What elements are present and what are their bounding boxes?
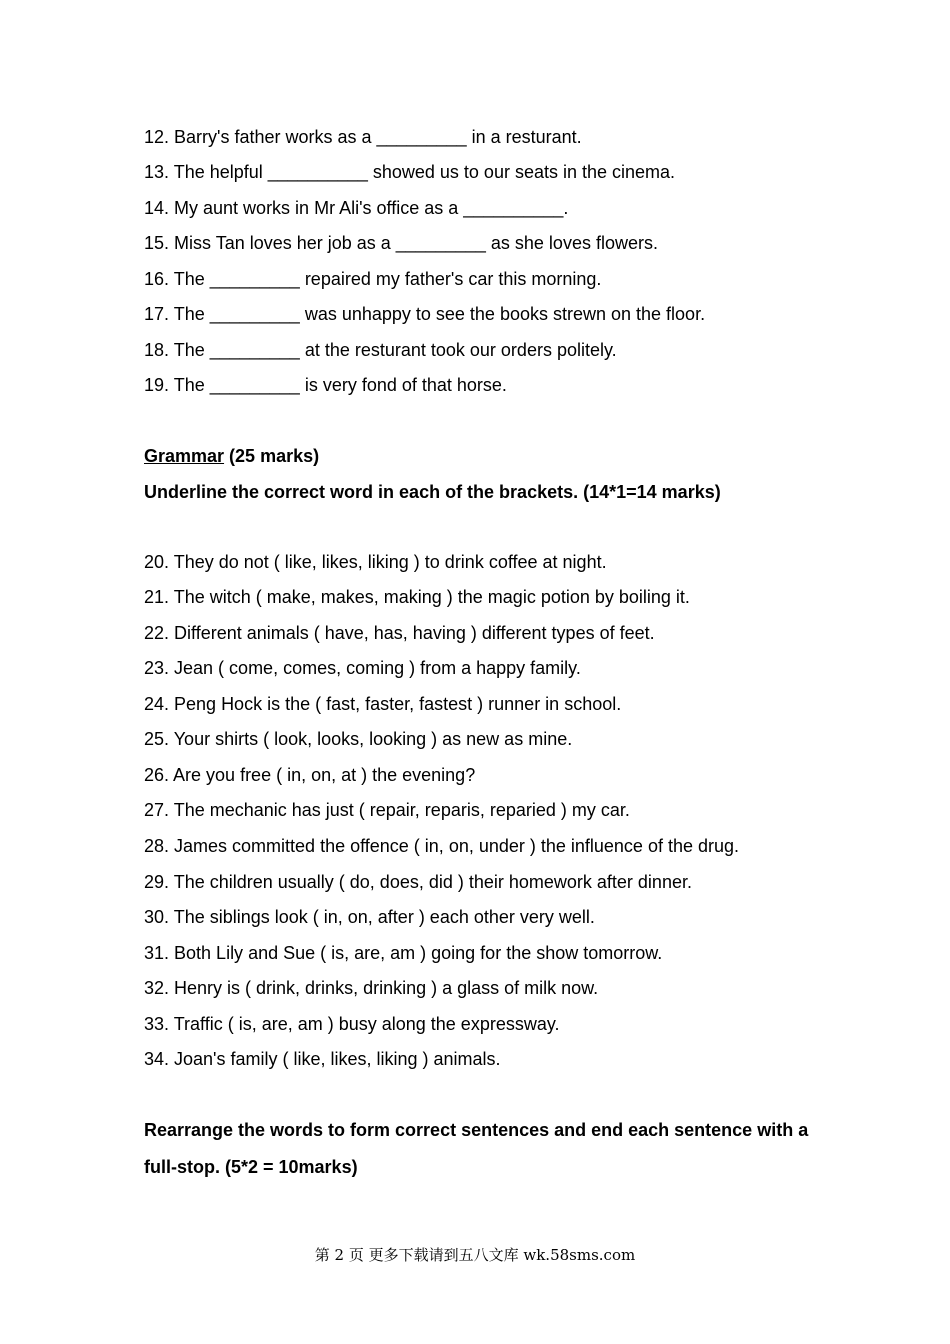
question-32: 32. Henry is ( drink, drinks, drinking ) a glass of milk now. — [144, 978, 599, 998]
page-footer: 第 2 页 更多下载请到五八文库 wk.58sms.com — [314, 1246, 636, 1264]
question-29: 29. The children usually ( do, does, did ) their homework after dinner. — [144, 872, 692, 892]
question-19: 19. The _________ is very fond of that horse. — [144, 375, 507, 395]
grammar-marks: (25 marks) — [224, 446, 320, 466]
question-21: 21. The witch ( make, makes, making ) the magic potion by boiling it. — [144, 587, 690, 607]
question-16: 16. The _________ repaired my father's car this morning. — [144, 269, 602, 289]
rearrange-instruction-line1: Rearrange the words to form correct sentences and end each sentence with a — [144, 1120, 809, 1140]
question-30: 30. The siblings look ( in, on, after ) each other very well. — [144, 907, 595, 927]
question-12: 12. Barry's father works as a _________ in a resturant. — [144, 127, 582, 147]
rearrange-instruction-line2: full-stop. (5*2 = 10marks) — [144, 1157, 358, 1177]
grammar-instruction: Underline the correct word in each of the brackets. (14*1=14 marks) — [144, 482, 721, 502]
grammar-title: Grammar — [144, 446, 225, 466]
question-34: 34. Joan's family ( like, likes, liking ) animals. — [144, 1049, 501, 1069]
question-28: 28. James committed the offence ( in, on, under ) the influence of the drug. — [144, 836, 740, 856]
question-20: 20. They do not ( like, likes, liking ) to drink coffee at night. — [144, 552, 607, 572]
question-24: 24. Peng Hock is the ( fast, faster, fastest ) runner in school. — [144, 694, 622, 714]
question-18: 18. The _________ at the resturant took our orders politely. — [144, 340, 617, 360]
grammar-heading — [144, 445, 319, 467]
question-13: 13. The helpful __________ showed us to our seats in the cinema. — [144, 162, 676, 182]
question-23: 23. Jean ( come, comes, coming ) from a happy family. — [144, 658, 581, 678]
question-25: 25. Your shirts ( look, looks, looking ) as new as mine. — [144, 729, 573, 749]
question-27: 27. The mechanic has just ( repair, reparis, reparied ) my car. — [144, 800, 630, 820]
question-22: 22. Different animals ( have, has, having ) different types of feet. — [144, 623, 655, 643]
question-14: 14. My aunt works in Mr Ali's office as a __________. — [144, 198, 569, 218]
question-31: 31. Both Lily and Sue ( is, are, am ) going for the show tomorrow. — [144, 943, 663, 963]
question-15: 15. Miss Tan loves her job as a _________ as she loves flowers. — [144, 233, 658, 253]
question-26: 26. Are you free ( in, on, at ) the evening? — [144, 765, 476, 785]
question-33: 33. Traffic ( is, are, am ) busy along the expressway. — [144, 1014, 560, 1034]
question-17: 17. The _________ was unhappy to see the books strewn on the floor. — [144, 304, 706, 324]
